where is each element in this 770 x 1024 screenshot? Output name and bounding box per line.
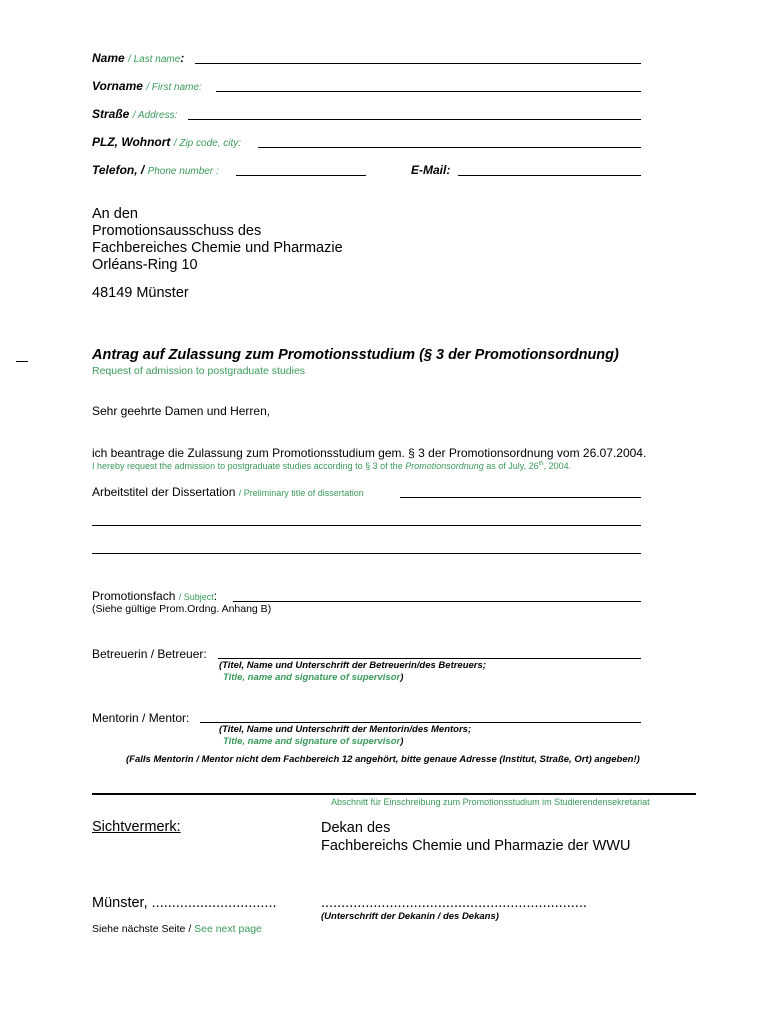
form-subtitle: Request of admission to postgraduate studies — [92, 365, 306, 377]
thesis-input-line-2[interactable] — [92, 525, 641, 526]
supervisor-label: Betreuerin / Betreuer: — [92, 647, 207, 661]
thesis-input-line-3[interactable] — [92, 553, 641, 554]
dean-line-2: Fachbereichs Chemie und Pharmazie der WWU — [321, 838, 631, 854]
zip-field-label: PLZ, Wohnort / Zip code, city: — [92, 135, 242, 149]
supervisor-input-line[interactable] — [218, 658, 641, 659]
phone-sub-label: Phone number : — [147, 166, 219, 177]
firstname-field-label: Vorname / First name: — [92, 79, 202, 93]
dean-address — [321, 819, 630, 855]
sichtvermerk-label: Sichtvermerk: — [92, 819, 181, 835]
street-field-label: Straße / Address: — [92, 107, 178, 121]
mentor-input-line[interactable] — [200, 722, 641, 723]
next-page-en: See next page — [194, 923, 262, 935]
zip-input-line[interactable] — [258, 147, 641, 148]
recipient-address — [92, 206, 343, 274]
form-title: Antrag auf Zulassung zum Promotionsstudium (§ 3 der Promotionsordnung) — [92, 347, 619, 363]
address-line-3: Fachbereiches Chemie und Pharmazie — [92, 240, 343, 256]
subject-field-label: Promotionsfach / Subject: — [92, 589, 218, 603]
firstname-input-line[interactable] — [216, 91, 641, 92]
mentor-note-en: Title, name and signature of supervisor — [223, 736, 401, 747]
zip-sub-label: / Zip code, city — [173, 138, 239, 149]
supervisor-note-de: (Titel, Name und Unterschrift der Betreuerin/des Betreuers; — [219, 660, 486, 671]
street-label: Straße — [92, 107, 130, 121]
request-text-en: I hereby request the admission to postgraduate studies according to § 3 of the Promotionsordnung as of July, 26th, 2004. — [92, 461, 572, 471]
name-label: Name — [92, 51, 125, 65]
mentor-note-en-wrap: Title, name and signature of supervisor) — [223, 736, 404, 747]
name-field-label: Name / Last name: — [92, 51, 185, 65]
subject-input-line[interactable] — [233, 601, 641, 602]
thesis-sub-label: / Preliminary title of dissertation — [238, 488, 364, 498]
thesis-input-line-1[interactable] — [400, 497, 641, 498]
mentor-note-de: (Titel, Name und Unterschrift der Mentorin/des Mentors; — [219, 724, 472, 735]
address-city: 48149 Münster — [92, 285, 189, 301]
subject-label: Promotionsfach — [92, 589, 176, 603]
address-line-1: An den — [92, 206, 138, 222]
phone-field-label — [92, 163, 219, 177]
firstname-label: Vorname — [92, 79, 143, 93]
supervisor-note-en-wrap: Title, name and signature of supervisor) — [223, 672, 404, 683]
email-input-line[interactable] — [458, 175, 641, 176]
mentor-label: Mentorin / Mentor: — [92, 711, 190, 725]
subject-note: (Siehe gültige Prom.Ordng. Anhang B) — [92, 603, 272, 615]
section-divider — [92, 793, 696, 795]
dean-line-1: Dekan des — [321, 820, 391, 836]
fold-mark — [16, 361, 28, 362]
address-line-2: Promotionsausschuss des — [92, 223, 262, 239]
address-line-4: Orléans-Ring 10 — [92, 257, 198, 273]
dean-signature-field[interactable]: .................................................................. — [321, 895, 587, 911]
firstname-sub-label: / First name — [146, 82, 200, 93]
place-date-field[interactable]: Münster, ............................... — [92, 895, 277, 911]
supervisor-note-en: Title, name and signature of supervisor — [223, 672, 401, 683]
phone-label: Telefon, / — [92, 163, 145, 177]
name-sub-label: / Last name — [128, 54, 181, 65]
email-field-label — [411, 163, 450, 177]
street-sub-label: / Address — [132, 110, 175, 121]
street-input-line[interactable] — [188, 119, 641, 120]
next-page-note — [92, 923, 262, 935]
next-page-de: Siehe nächste Seite / — [92, 923, 192, 935]
salutation: Sehr geehrte Damen und Herren, — [92, 404, 271, 418]
mentor-hint: (Falls Mentorin / Mentor nicht dem Fachbereich 12 angehört, bitte genaue Adresse (Institut, Straße, Ort) angeben!) — [126, 754, 640, 765]
dean-signature-caption: (Unterschrift der Dekanin / des Dekans) — [321, 911, 499, 922]
thesis-label: Arbeitstitel der Dissertation — [92, 485, 236, 499]
name-input-line[interactable] — [195, 63, 641, 64]
zip-label: PLZ, Wohnort — [92, 135, 171, 149]
request-text-de: ich beantrage die Zulassung zum Promotionsstudium gem. § 3 der Promotionsordnung vom 26.07.2004. — [92, 446, 647, 460]
thesis-title-label — [92, 485, 364, 499]
section-note: Abschnitt für Einschreibung zum Promotionsstudium im Studierendensekretariat — [331, 797, 650, 807]
email-label: E-Mail: — [411, 163, 451, 177]
subject-sub-label: / Subject — [178, 592, 214, 602]
phone-input-line[interactable] — [236, 175, 366, 176]
